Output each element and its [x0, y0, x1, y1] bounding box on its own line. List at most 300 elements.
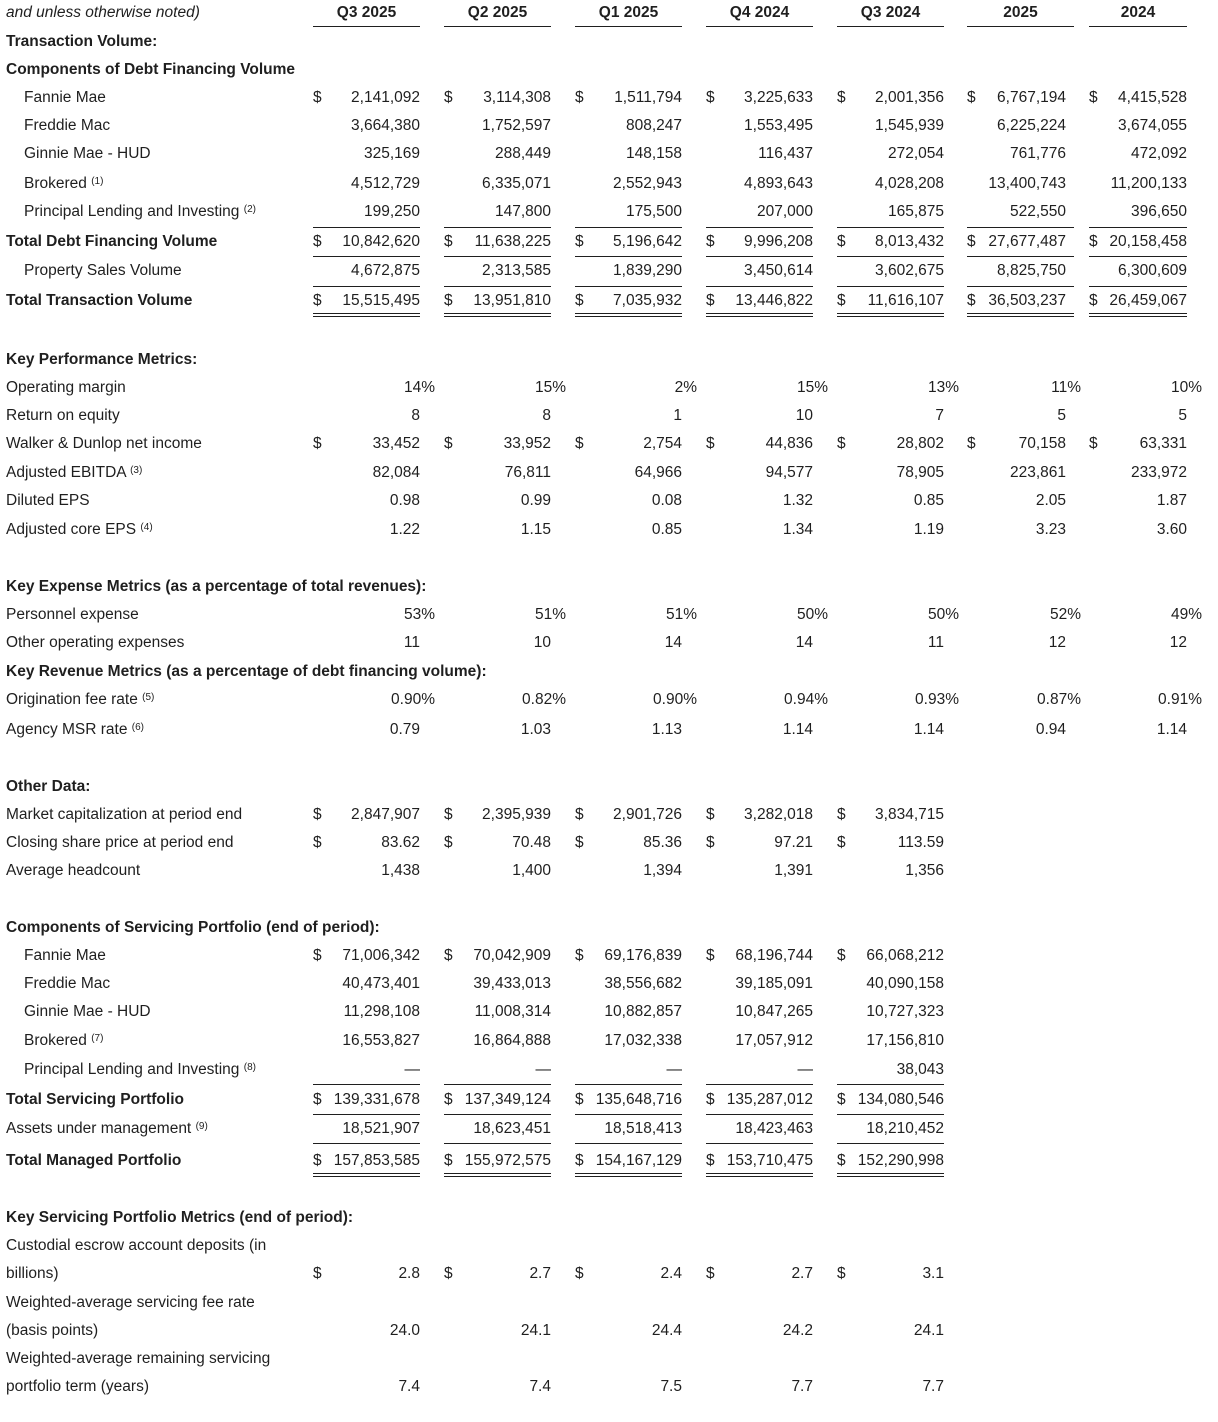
section-heading-servicing-components: Components of Servicing Portfolio (end of period):	[6, 919, 380, 936]
total-rule	[575, 1084, 682, 1085]
total-rule	[837, 227, 944, 228]
row-label: Total Managed Portfolio	[6, 1152, 182, 1169]
table-cell: 154,167,129	[595, 1152, 682, 1169]
column-header-underline	[575, 26, 682, 27]
table-cell: 2,141,092	[351, 89, 420, 106]
row-label: Origination fee rate $^{(5)}$	[6, 691, 155, 708]
table-cell: 1,545,939	[875, 117, 944, 134]
table-cell: 5	[1057, 407, 1066, 424]
table-cell: 116,437	[758, 145, 813, 162]
table-cell: 50%	[927, 606, 959, 623]
table-cell: 155,972,575	[464, 1152, 551, 1169]
table-cell: 15,515,495	[342, 292, 420, 309]
column-header: Q2 2025	[467, 4, 528, 21]
table-cell: 0.91%	[1158, 691, 1202, 708]
table-cell: 233,972	[1130, 464, 1187, 481]
table-cell: 396,650	[1130, 203, 1187, 220]
table-cell: 2.4	[660, 1265, 682, 1282]
table-cell: 135,648,716	[595, 1091, 682, 1108]
table-cell: 808,247	[625, 117, 682, 134]
table-cell: 2,754	[643, 435, 682, 452]
dollar-sign: $	[444, 806, 453, 823]
table-cell: 18,623,451	[473, 1120, 551, 1137]
table-cell: 2,552,943	[613, 175, 682, 192]
dollar-sign: $	[706, 947, 715, 964]
table-cell: 6,225,224	[997, 117, 1066, 134]
table-cell: 134,080,546	[857, 1091, 944, 1108]
table-cell: 165,875	[887, 203, 944, 220]
table-cell: 2,395,939	[482, 806, 551, 823]
table-note: and unless otherwise noted)	[6, 4, 200, 21]
table-cell: 18,518,413	[604, 1120, 682, 1137]
table-cell: 4,893,643	[744, 175, 813, 192]
row-label: Weighted-average remaining servicing	[6, 1350, 271, 1367]
dollar-sign: $	[575, 834, 584, 851]
table-cell: 139,331,678	[333, 1091, 420, 1108]
double-underline	[706, 313, 813, 317]
dollar-sign: $	[1089, 292, 1098, 309]
table-cell: —	[404, 1061, 420, 1078]
table-cell: 13,951,810	[473, 292, 551, 309]
table-cell: 4,028,208	[875, 175, 944, 192]
table-cell: 207,000	[756, 203, 813, 220]
row-label: Personnel expense	[6, 606, 139, 623]
table-cell: 24.1	[913, 1322, 944, 1339]
table-cell: 70,158	[1018, 435, 1066, 452]
dollar-sign: $	[313, 435, 322, 452]
table-cell: 9,996,208	[744, 233, 813, 250]
table-cell: 1.15	[520, 521, 551, 538]
dollar-sign: $	[575, 89, 584, 106]
footnote-marker: (1)	[91, 176, 104, 187]
table-cell: 325,169	[363, 145, 420, 162]
table-cell: 71,006,342	[342, 947, 420, 964]
table-cell: 40,473,401	[342, 975, 420, 992]
double-underline	[837, 313, 944, 317]
column-header: Q4 2024	[729, 4, 790, 21]
table-cell: 4,415,528	[1118, 89, 1187, 106]
table-cell: 1,438	[381, 862, 420, 879]
table-cell: 5,196,642	[613, 233, 682, 250]
total-rule	[837, 1143, 944, 1144]
table-cell: 761,776	[1009, 145, 1066, 162]
table-cell: 63,331	[1139, 435, 1187, 452]
table-cell: 3,602,675	[875, 262, 944, 279]
table-cell: 2%	[674, 379, 697, 396]
table-cell: 7.4	[398, 1378, 420, 1395]
dollar-sign: $	[444, 435, 453, 452]
double-underline	[575, 313, 682, 317]
table-cell: 66,068,212	[866, 947, 944, 964]
dollar-sign: $	[837, 1152, 846, 1169]
double-underline	[706, 1173, 813, 1177]
double-underline	[1089, 313, 1187, 317]
total-rule	[706, 227, 813, 228]
table-cell: 522,550	[1009, 203, 1066, 220]
dollar-sign: $	[706, 1091, 715, 1108]
table-cell: 1.14	[782, 721, 813, 738]
table-cell: 0.94	[1035, 721, 1066, 738]
row-label: Fannie Mae	[24, 947, 106, 964]
row-label: Ginnie Mae - HUD	[24, 1003, 151, 1020]
row-label: Adjusted core EPS $^{(4)}$	[6, 521, 153, 538]
table-cell: 3,225,633	[744, 89, 813, 106]
table-cell: 3,114,308	[483, 89, 551, 106]
dollar-sign: $	[837, 233, 846, 250]
total-rule	[837, 256, 944, 257]
dollar-sign: $	[444, 89, 453, 106]
section-heading-debt-components: Components of Debt Financing Volume	[6, 61, 296, 78]
table-cell: 0.98	[389, 492, 420, 509]
table-cell: 53%	[403, 606, 435, 623]
table-cell: 0.08	[651, 492, 682, 509]
row-label: Total Debt Financing Volume	[6, 233, 218, 250]
table-cell: 70.48	[512, 834, 551, 851]
total-rule	[837, 1084, 944, 1085]
total-rule	[967, 227, 1074, 228]
table-cell: 1	[673, 407, 682, 424]
table-cell: 3,450,614	[744, 262, 813, 279]
table-cell: 5	[1178, 407, 1187, 424]
table-cell: 4,672,875	[351, 262, 420, 279]
table-cell: 36,503,237	[988, 292, 1066, 309]
dollar-sign: $	[575, 1152, 584, 1169]
dollar-sign: $	[575, 233, 584, 250]
table-cell: 0.87%	[1037, 691, 1081, 708]
table-cell: 69,176,839	[604, 947, 682, 964]
table-cell: 10,842,620	[342, 233, 420, 250]
table-cell: 15%	[534, 379, 566, 396]
total-rule	[313, 256, 420, 257]
table-cell: 2.7	[791, 1265, 813, 1282]
table-cell: 3,674,055	[1118, 117, 1187, 134]
table-cell: 11,638,225	[474, 233, 551, 250]
table-cell: 472,092	[1130, 145, 1187, 162]
row-label: Total Servicing Portfolio	[6, 1091, 184, 1108]
table-cell: 94,577	[765, 464, 813, 481]
row-label: Operating margin	[6, 379, 126, 396]
table-cell: 8,825,750	[997, 262, 1066, 279]
row-label: Market capitalization at period end	[6, 806, 243, 823]
table-cell: 223,861	[1009, 464, 1066, 481]
table-cell: 10,882,857	[604, 1003, 682, 1020]
table-cell: 0.90%	[391, 691, 435, 708]
row-label: Average headcount	[6, 862, 141, 879]
section-heading-key-expense: Key Expense Metrics (as a percentage of total revenues):	[6, 578, 427, 595]
total-rule	[575, 256, 682, 257]
row-label: Other operating expenses	[6, 634, 185, 651]
table-cell: 0.99	[520, 492, 551, 509]
total-rule	[444, 256, 551, 257]
dollar-sign: $	[313, 1091, 322, 1108]
table-cell: 18,210,452	[866, 1120, 944, 1137]
table-cell: 1,553,495	[744, 117, 813, 134]
table-cell: 1,839,290	[613, 262, 682, 279]
dollar-sign: $	[706, 806, 715, 823]
table-cell: 8,013,432	[875, 233, 944, 250]
table-cell: 0.85	[651, 521, 682, 538]
total-rule	[313, 1143, 420, 1144]
row-label: Brokered $^{(1)}$	[24, 175, 104, 192]
row-label: Diluted EPS	[6, 492, 90, 509]
dollar-sign: $	[837, 947, 846, 964]
table-cell: —	[666, 1061, 682, 1078]
table-cell: 44,836	[765, 435, 813, 452]
total-rule	[1089, 286, 1187, 287]
row-label: Assets under management $^{(9)}$	[6, 1120, 208, 1137]
table-cell: 0.85	[913, 492, 944, 509]
table-cell: 14%	[403, 379, 435, 396]
table-cell: 11,616,107	[867, 292, 944, 309]
table-cell: 10%	[1170, 379, 1202, 396]
table-cell: 26,459,067	[1109, 292, 1187, 309]
row-label: Freddie Mac	[24, 975, 111, 992]
section-heading-other-data: Other Data:	[6, 778, 91, 795]
total-rule	[575, 286, 682, 287]
total-rule	[1089, 227, 1187, 228]
row-label: Property Sales Volume	[24, 262, 182, 279]
table-cell: 40,090,158	[866, 975, 944, 992]
table-cell: 11	[927, 634, 944, 651]
table-cell: 10	[533, 634, 551, 651]
table-cell: 2,847,907	[351, 806, 420, 823]
table-cell: 272,054	[887, 145, 944, 162]
dollar-sign: $	[575, 435, 584, 452]
row-label-continued: portfolio term (years)	[6, 1378, 149, 1395]
total-rule	[444, 227, 551, 228]
dollar-sign: $	[706, 1152, 715, 1169]
table-cell: 11,008,314	[474, 1003, 551, 1020]
row-label: Weighted-average servicing fee rate	[6, 1294, 255, 1311]
table-cell: 64,966	[634, 464, 682, 481]
dollar-sign: $	[706, 233, 715, 250]
column-header: 2024	[1120, 4, 1156, 21]
section-heading-key-revenue: Key Revenue Metrics (as a percentage of debt financing volume):	[6, 663, 487, 680]
footnote-marker: (6)	[131, 722, 145, 733]
table-cell: 1.32	[782, 492, 813, 509]
table-cell: 1.19	[913, 521, 944, 538]
row-label-continued: (basis points)	[6, 1322, 99, 1339]
table-cell: 0.79	[389, 721, 420, 738]
table-cell: 68,196,744	[735, 947, 813, 964]
table-cell: 153,710,475	[726, 1152, 813, 1169]
row-label-continued: billions)	[6, 1265, 59, 1282]
table-cell: 78,905	[896, 464, 944, 481]
row-label: Custodial escrow account deposits (in	[6, 1237, 267, 1254]
table-cell: 11,200,133	[1110, 175, 1187, 192]
column-header-underline	[444, 26, 551, 27]
row-label: Freddie Mac	[24, 117, 111, 134]
row-label: Total Transaction Volume	[6, 292, 193, 309]
table-cell: 148,158	[625, 145, 682, 162]
table-cell: 8	[542, 407, 551, 424]
table-cell: 10,727,323	[866, 1003, 944, 1020]
dollar-sign: $	[1089, 89, 1098, 106]
dollar-sign: $	[967, 89, 976, 106]
total-rule	[706, 256, 813, 257]
table-cell: 0.93%	[915, 691, 959, 708]
total-rule	[706, 1114, 813, 1115]
dollar-sign: $	[444, 292, 453, 309]
table-cell: 39,433,013	[473, 975, 551, 992]
dollar-sign: $	[313, 1152, 322, 1169]
total-rule	[444, 1084, 551, 1085]
dollar-sign: $	[837, 89, 846, 106]
double-underline	[444, 1173, 551, 1177]
table-cell: 14	[664, 634, 682, 651]
row-label: Walker & Dunlop net income	[6, 435, 202, 452]
table-cell: 12	[1048, 634, 1066, 651]
dollar-sign: $	[837, 292, 846, 309]
total-rule	[313, 227, 420, 228]
dollar-sign: $	[313, 292, 322, 309]
table-cell: 137,349,124	[464, 1091, 551, 1108]
table-cell: 147,800	[494, 203, 551, 220]
dollar-sign: $	[313, 233, 322, 250]
footnote-marker: (8)	[243, 1062, 256, 1073]
table-cell: 6,300,609	[1118, 262, 1187, 279]
table-cell: 1.87	[1156, 492, 1187, 509]
table-cell: 6,335,071	[482, 175, 551, 192]
table-cell: 0.90%	[653, 691, 697, 708]
table-cell: 38,043	[896, 1061, 944, 1078]
table-cell: 1,511,794	[614, 89, 682, 106]
dollar-sign: $	[313, 806, 322, 823]
table-cell: 11,298,108	[343, 1003, 420, 1020]
table-cell: 1.14	[1156, 721, 1187, 738]
row-label: Ginnie Mae - HUD	[24, 145, 151, 162]
total-rule	[837, 1114, 944, 1115]
dollar-sign: $	[313, 1265, 322, 1282]
dollar-sign: $	[575, 947, 584, 964]
column-header: Q1 2025	[598, 4, 659, 21]
table-cell: 3.1	[922, 1265, 944, 1282]
table-cell: —	[797, 1061, 813, 1078]
dollar-sign: $	[967, 233, 976, 250]
table-cell: 16,553,827	[342, 1032, 420, 1049]
column-header-underline	[837, 26, 944, 27]
table-cell: 24.0	[389, 1322, 420, 1339]
table-cell: 8	[411, 407, 420, 424]
table-cell: 1.22	[389, 521, 420, 538]
table-cell: 28,802	[896, 435, 944, 452]
double-underline	[575, 1173, 682, 1177]
table-cell: 4,512,729	[351, 175, 420, 192]
dollar-sign: $	[706, 435, 715, 452]
column-header-underline	[706, 26, 813, 27]
total-rule	[313, 1114, 420, 1115]
total-rule	[444, 1114, 551, 1115]
dollar-sign: $	[1089, 233, 1098, 250]
total-rule	[837, 286, 944, 287]
table-cell: 10	[795, 407, 813, 424]
table-cell: 6,767,194	[997, 89, 1066, 106]
column-header-underline	[313, 26, 420, 27]
table-cell: 2.7	[529, 1265, 551, 1282]
table-cell: 7.7	[791, 1378, 813, 1395]
row-label: Principal Lending and Investing $^{(2)}$	[24, 203, 256, 220]
table-cell: 13%	[927, 379, 959, 396]
footnote-marker: (2)	[243, 204, 256, 215]
total-rule	[444, 1143, 551, 1144]
table-cell: 18,423,463	[735, 1120, 813, 1137]
table-cell: 14	[795, 634, 813, 651]
dollar-sign: $	[444, 947, 453, 964]
table-cell: 24.2	[782, 1322, 813, 1339]
total-rule	[575, 1114, 682, 1115]
column-header-underline	[1089, 26, 1187, 27]
row-label: Return on equity	[6, 407, 120, 424]
table-cell: 17,032,338	[604, 1032, 682, 1049]
table-cell: 38,556,682	[604, 975, 682, 992]
table-cell: 7	[935, 407, 944, 424]
table-cell: 12	[1169, 634, 1187, 651]
table-cell: 33,452	[372, 435, 420, 452]
dollar-sign: $	[837, 435, 846, 452]
table-cell: 0.82%	[522, 691, 566, 708]
dollar-sign: $	[1089, 435, 1098, 452]
dollar-sign: $	[706, 292, 715, 309]
section-heading-servicing-metrics: Key Servicing Portfolio Metrics (end of period):	[6, 1209, 354, 1226]
table-cell: 11%	[1051, 379, 1081, 396]
dollar-sign: $	[575, 1091, 584, 1108]
total-rule	[575, 227, 682, 228]
table-cell: 3.60	[1156, 521, 1187, 538]
row-label: Agency MSR rate $^{(6)}$	[6, 721, 145, 738]
table-cell: 288,449	[494, 145, 551, 162]
row-label: Principal Lending and Investing $^{(8)}$	[24, 1061, 256, 1078]
table-cell: 15%	[796, 379, 828, 396]
table-cell: 70,042,909	[473, 947, 551, 964]
section-heading-key-performance: Key Performance Metrics:	[6, 351, 198, 368]
table-cell: 3.23	[1035, 521, 1066, 538]
table-cell: 50%	[796, 606, 828, 623]
total-rule	[313, 1084, 420, 1085]
dollar-sign: $	[444, 1152, 453, 1169]
table-cell: 0.94%	[784, 691, 828, 708]
total-rule	[1089, 256, 1187, 257]
section-heading-transaction-volume: Transaction Volume:	[6, 33, 158, 50]
table-cell: 83.62	[381, 834, 420, 851]
table-cell: 2,901,726	[613, 806, 682, 823]
table-cell: 33,952	[503, 435, 551, 452]
total-rule	[706, 1143, 813, 1144]
table-cell: 113.59	[897, 834, 944, 851]
footnote-marker: (9)	[195, 1121, 208, 1132]
table-cell: 3,664,380	[351, 117, 420, 134]
table-cell: 1.13	[651, 721, 682, 738]
table-cell: 7.4	[529, 1378, 551, 1395]
dollar-sign: $	[575, 806, 584, 823]
table-cell: 17,156,810	[866, 1032, 944, 1049]
table-cell: 2.05	[1035, 492, 1066, 509]
dollar-sign: $	[313, 89, 322, 106]
double-underline	[444, 313, 551, 317]
table-cell: 13,400,743	[988, 175, 1066, 192]
table-cell: 157,853,585	[333, 1152, 420, 1169]
total-rule	[575, 1143, 682, 1144]
table-cell: 17,057,912	[735, 1032, 813, 1049]
table-cell: 24.1	[520, 1322, 551, 1339]
table-cell: 16,864,888	[473, 1032, 551, 1049]
table-cell: 199,250	[363, 203, 420, 220]
table-cell: 82,084	[372, 464, 420, 481]
table-cell: 27,677,487	[988, 233, 1066, 250]
dollar-sign: $	[706, 89, 715, 106]
footnote-marker: (3)	[130, 465, 143, 476]
dollar-sign: $	[967, 292, 976, 309]
footnote-marker: (4)	[140, 522, 153, 533]
